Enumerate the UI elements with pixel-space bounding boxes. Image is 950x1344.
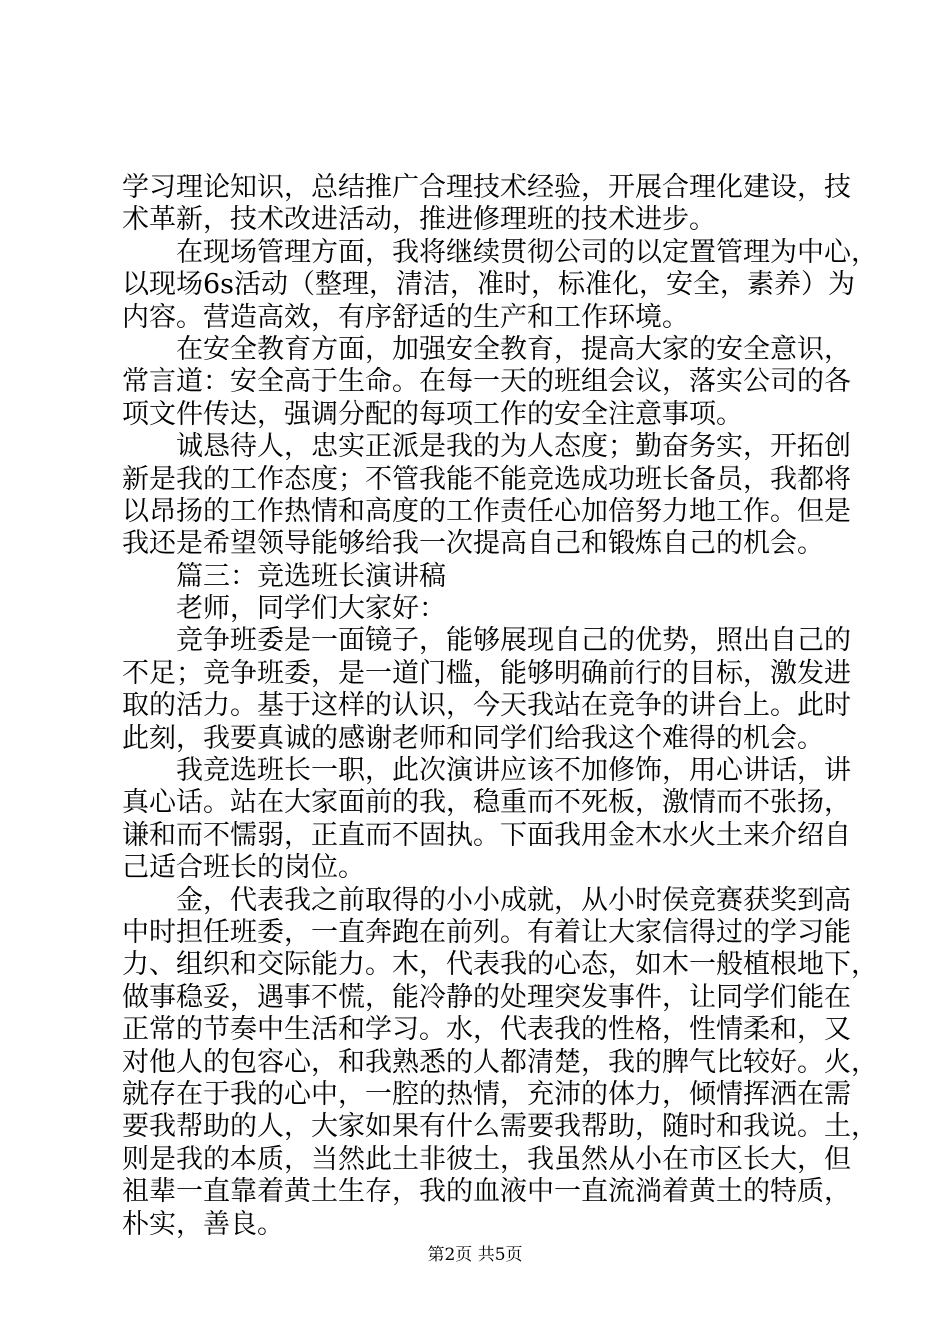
page-number-footer: 第2页 共5页	[427, 1245, 523, 1265]
text-line: 新是我的工作态度；不管我能不能竞选成功班长备员，我都将	[122, 463, 851, 495]
text-line: 我还是希望领导能够给我一次提高自己和锻炼自己的机会。	[122, 528, 824, 560]
text-line: 就存在于我的心中，一腔的热情，充沛的体力，倾情挥洒在需	[122, 1078, 851, 1110]
text-line: 要我帮助的人，大家如果有什么需要我帮助，随时和我说。土，	[122, 1111, 878, 1143]
text-line: 诚恳待人，忠实正派是我的为人态度；勤奋务实，开拓创	[176, 431, 851, 463]
text-line: 谦和而不懦弱，正直而不固执。下面我用金木水火土来介绍自	[122, 819, 851, 851]
paragraph	[122, 593, 836, 625]
text-line: 篇三：竞选班长演讲稿	[176, 560, 446, 592]
text-line: 力、组织和交际能力。木，代表我的心态，如木一般植根地下，	[122, 949, 878, 981]
paragraph	[122, 625, 851, 755]
paragraph	[122, 755, 851, 885]
text-line: 项文件传达，强调分配的每项工作的安全注意事项。	[122, 398, 743, 430]
paragraph	[122, 333, 851, 431]
text-line: 竞争班委是一面镜子，能够展现自己的优势，照出自己的	[176, 625, 851, 657]
document-body	[122, 172, 878, 1241]
text-line: 学习理论知识，总结推广合理技术经验，开展合理化建设，技	[122, 172, 851, 203]
text-line: 在现场管理方面，我将继续贯彻公司的以定置管理为中心，	[176, 236, 878, 268]
text-line: 做事稳妥，遇事不慌，能冷静的处理突发事件，让同学们能在	[122, 981, 851, 1013]
paragraph	[122, 431, 851, 561]
text-line: 我竞选班长一职，此次演讲应该不加修饰，用心讲话，讲	[176, 755, 851, 787]
paragraph	[122, 236, 878, 334]
text-line: 在安全教育方面，加强安全教育，提高大家的安全意识，	[176, 333, 851, 365]
text-line: 术革新，技术改进活动，推进修理班的技术进步。	[122, 204, 716, 236]
text-line: 真心话。站在大家面前的我，稳重而不死板，激情而不张扬，	[122, 787, 851, 819]
paragraph	[122, 561, 836, 593]
text-line: 朴实，善良。	[122, 1208, 284, 1240]
text-line: 己适合班长的岗位。	[122, 852, 365, 884]
text-line: 内容。营造高效，有序舒适的生产和工作环境。	[122, 301, 689, 333]
text-line: 以现场6s活动（整理，清洁，准时，标准化，安全，素养）为	[122, 269, 856, 301]
text-line: 此刻，我要真诚的感谢老师和同学们给我这个难得的机会。	[122, 722, 824, 754]
text-line: 对他人的包容心，和我熟悉的人都清楚，我的脾气比较好。火，	[122, 1046, 878, 1078]
text-line: 金，代表我之前取得的小小成就，从小时侯竞赛获奖到高	[176, 884, 851, 916]
text-line: 以昂扬的工作热情和高度的工作责任心加倍努力地工作。但是	[122, 495, 851, 527]
text-line: 取的活力。基于这样的认识，今天我站在竞争的讲台上。此时	[122, 690, 851, 722]
text-line: 常言道：安全高于生命。在每一天的班组会议，落实公司的各	[122, 366, 851, 398]
text-line: 不足；竞争班委，是一道门槛，能够明确前行的目标，激发进	[122, 657, 851, 689]
text-line: 中时担任班委，一直奔跑在前列。有着让大家信得过的学习能	[122, 916, 851, 948]
paragraph	[122, 884, 878, 1241]
text-line: 则是我的本质，当然此土非彼土，我虽然从小在市区长大，但	[122, 1143, 851, 1175]
text-line: 祖辈一直靠着黄土生存，我的血液中一直流淌着黄土的特质，	[122, 1176, 851, 1208]
paragraph	[122, 172, 851, 237]
text-line: 正常的节奏中生活和学习。水，代表我的性格，性情柔和，又	[122, 1014, 851, 1046]
text-line: 老师，同学们大家好：	[176, 593, 446, 625]
